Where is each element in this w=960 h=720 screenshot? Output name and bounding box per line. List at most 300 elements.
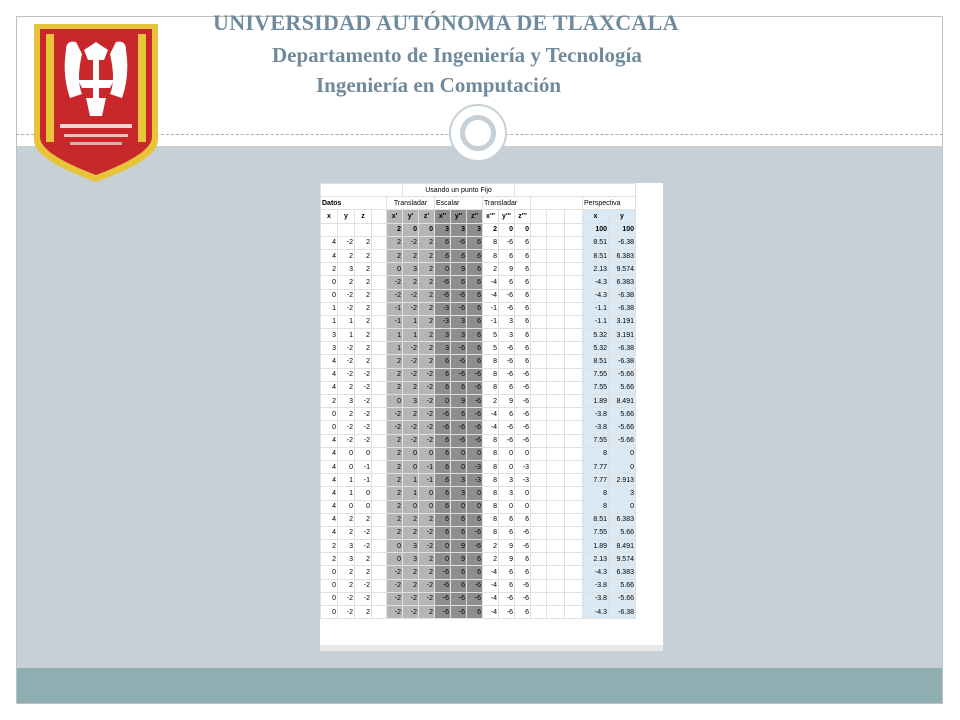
sheet-cell: -6 [499, 368, 515, 381]
sheet-cell: -2 [338, 236, 355, 249]
sheet-cell: -6 [435, 606, 451, 619]
sheet-cell: -4.3 [583, 566, 609, 579]
sheet-cell [565, 276, 583, 289]
sheet-cell: 6 [435, 460, 451, 473]
sheet-cell: 2 [483, 553, 499, 566]
table-row [321, 315, 636, 328]
sheet-cell: -2 [403, 355, 419, 368]
sheet-cell: -2 [419, 540, 435, 553]
table-row [321, 526, 636, 539]
sheet-cell: -1.1 [583, 302, 609, 315]
sheet-cell [372, 355, 387, 368]
sheet-cell: 2 [483, 263, 499, 276]
sheet-cell [547, 289, 565, 302]
sheet-cell [565, 487, 583, 500]
sheet-cell: 2 [355, 342, 372, 355]
sheet-cell: 8 [483, 447, 499, 460]
sheet-cell: 2 [387, 434, 403, 447]
sheet-cell: -2 [338, 421, 355, 434]
sheet-cell: 2 [321, 540, 338, 553]
sheet-cell: 2 [419, 606, 435, 619]
sheet-cell: 6 [435, 474, 451, 487]
sheet-cell [565, 526, 583, 539]
sheet-cell: 2 [355, 553, 372, 566]
sheet-cell: -6 [451, 236, 467, 249]
sheet-cell [531, 315, 547, 328]
sheet-section-row [321, 197, 636, 210]
sheet-cell: 8.51 [583, 513, 609, 526]
sheet-cell [547, 579, 565, 592]
sheet-cell: 6 [515, 289, 531, 302]
sheet-cell: 1 [338, 329, 355, 342]
sheet-cell: 2 [387, 474, 403, 487]
sheet-cell: -6 [515, 579, 531, 592]
sheet-cell: -6 [451, 368, 467, 381]
sheet-cell: 1 [338, 474, 355, 487]
sheet-cell [565, 579, 583, 592]
sheet-cell: 4 [321, 249, 338, 262]
sheet-cell [372, 553, 387, 566]
sheet-cell: -1.1 [583, 315, 609, 328]
sheet-cell: 1 [387, 329, 403, 342]
sheet-cell: -3 [467, 460, 483, 473]
table-row [321, 249, 636, 262]
table-row [321, 474, 636, 487]
sheet-cell [531, 566, 547, 579]
sheet-cell: 6 [467, 249, 483, 262]
sheet-cell: 4 [321, 500, 338, 513]
sheet-cell: 6 [467, 276, 483, 289]
sheet-cell: 5 [483, 329, 499, 342]
sheet-cell: -4.3 [583, 289, 609, 302]
sheet-cell: -2 [403, 606, 419, 619]
sheet-cell [565, 236, 583, 249]
sheet-cell [531, 579, 547, 592]
table-row [321, 487, 636, 500]
sheet-cell: 0 [467, 500, 483, 513]
sheet-cell: -6 [499, 434, 515, 447]
sheet-cell: -6 [515, 421, 531, 434]
sheet-cell [372, 408, 387, 421]
sheet-cell: Transladar [387, 197, 435, 210]
sheet-cell: 0 [387, 395, 403, 408]
sheet-cell: 5.66 [609, 381, 636, 394]
sheet-cell [547, 408, 565, 421]
sheet-cell: -3 [467, 474, 483, 487]
sheet-cell: 4 [321, 526, 338, 539]
sheet-cell: -2 [355, 434, 372, 447]
sheet-cell: 0 [419, 447, 435, 460]
sheet-cell: 7.77 [583, 460, 609, 473]
sheet-cell: -4 [483, 421, 499, 434]
sheet-cell: -6 [499, 592, 515, 605]
sheet-cell [547, 500, 565, 513]
sheet-cell [372, 223, 387, 236]
sheet-cell: -2 [338, 342, 355, 355]
sheet-cell [372, 315, 387, 328]
sheet-cell: 6 [515, 302, 531, 315]
sheet-cell: 0 [435, 553, 451, 566]
sheet-cell: 2 [419, 315, 435, 328]
sheet-cell: 8.51 [583, 236, 609, 249]
sheet-cell [547, 249, 565, 262]
sheet-cell: 0 [338, 500, 355, 513]
table-row [321, 566, 636, 579]
sheet-cell: -2 [355, 592, 372, 605]
sheet-cell: 2 [338, 381, 355, 394]
sheet-cell: 0 [499, 460, 515, 473]
sheet-cell [547, 447, 565, 460]
table-row [321, 236, 636, 249]
sheet-cell: 6 [451, 579, 467, 592]
sheet-cell: 6 [515, 236, 531, 249]
sheet-cell [531, 500, 547, 513]
sheet-cell: -6 [467, 592, 483, 605]
sheet-cell [372, 368, 387, 381]
sheet-cell: -4 [483, 276, 499, 289]
sheet-cell: 0 [387, 540, 403, 553]
sheet-cell [372, 526, 387, 539]
sheet-cell: 3.191 [609, 315, 636, 328]
sheet-cell: 0 [451, 447, 467, 460]
sheet-cell: 2 [483, 395, 499, 408]
sheet-cell: 2 [387, 355, 403, 368]
sheet-cell: 6.383 [609, 249, 636, 262]
sheet-cell: 9 [499, 553, 515, 566]
sheet-cell: 3 [467, 223, 483, 236]
sheet-cell [372, 236, 387, 249]
table-row [321, 395, 636, 408]
sheet-cell: Transladar [483, 197, 531, 210]
table-row [321, 460, 636, 473]
sheet-cell: 7.55 [583, 526, 609, 539]
sheet-cell [565, 302, 583, 315]
sheet-cell: -2 [403, 421, 419, 434]
sheet-cell: 2 [419, 513, 435, 526]
sheet-cell: -6 [515, 395, 531, 408]
table-row [321, 408, 636, 421]
sheet-cell [547, 276, 565, 289]
sheet-cell [372, 566, 387, 579]
sheet-cell [372, 540, 387, 553]
sheet-cell: 2 [419, 355, 435, 368]
sheet-cell: 6 [451, 249, 467, 262]
sheet-cell: -2 [403, 592, 419, 605]
sheet-cell [547, 526, 565, 539]
sheet-cell: 6 [467, 355, 483, 368]
sheet-cell: 2 [338, 579, 355, 592]
sheet-cell: -6 [467, 526, 483, 539]
sheet-cell: -5.66 [609, 368, 636, 381]
sheet-cell: -2 [355, 579, 372, 592]
sheet-cell: -6 [451, 289, 467, 302]
sheet-cell: y' [403, 210, 419, 223]
sheet-cell [372, 592, 387, 605]
sheet-cell [547, 487, 565, 500]
sheet-cell: 8 [483, 487, 499, 500]
sheet-cell: 2 [403, 381, 419, 394]
sheet-cell [547, 553, 565, 566]
sheet-cell [372, 263, 387, 276]
sheet-cell: 9 [451, 553, 467, 566]
sheet-cell [531, 276, 547, 289]
table-row [321, 302, 636, 315]
sheet-cell: -2 [419, 408, 435, 421]
sheet-cell: 5.32 [583, 342, 609, 355]
sheet-cell [531, 447, 547, 460]
sheet-cell: 4 [321, 513, 338, 526]
sheet-cell: -4 [483, 408, 499, 421]
sheet-cell: 2 [387, 460, 403, 473]
table-row [321, 342, 636, 355]
sheet-cell: 0 [403, 223, 419, 236]
sheet-cell: 6 [499, 566, 515, 579]
sheet-cell: 1 [387, 342, 403, 355]
sheet-cell [547, 315, 565, 328]
sheet-cell: 6 [499, 408, 515, 421]
sheet-cell: -3 [435, 315, 451, 328]
sheet-cell [372, 434, 387, 447]
sheet-cell: x' [387, 210, 403, 223]
sheet-cell: 6 [435, 487, 451, 500]
sheet-cell [531, 606, 547, 619]
sheet-cell: 3 [451, 474, 467, 487]
sheet-cell [531, 210, 547, 223]
sheet-cell: -4 [483, 592, 499, 605]
sheet-cell: -6 [515, 526, 531, 539]
sheet-cell: -6 [435, 276, 451, 289]
sheet-cell: 1 [338, 315, 355, 328]
sheet-cell: 1 [321, 302, 338, 315]
sheet-cell [547, 474, 565, 487]
spreadsheet-screenshot [320, 183, 663, 651]
sheet-cell: 2 [483, 540, 499, 553]
sheet-cell: 0 [467, 487, 483, 500]
sheet-cell: -1 [419, 460, 435, 473]
sheet-cell: 8.491 [609, 395, 636, 408]
sheet-cell: 0 [321, 421, 338, 434]
sheet-cell: 2 [355, 355, 372, 368]
sheet-cell: -6 [451, 434, 467, 447]
sheet-cell: 2 [355, 315, 372, 328]
sheet-cell [547, 302, 565, 315]
sheet-cell: 2 [355, 236, 372, 249]
sheet-cell: -2 [387, 289, 403, 302]
sheet-cell [565, 315, 583, 328]
sheet-cell [547, 368, 565, 381]
sheet-cell: 0 [451, 500, 467, 513]
sheet-cell [547, 395, 565, 408]
sheet-cell [531, 329, 547, 342]
sheet-cell: 1 [338, 487, 355, 500]
sheet-cell: 0 [355, 500, 372, 513]
sheet-cell: -6 [435, 289, 451, 302]
sheet-cell: -2 [338, 355, 355, 368]
sheet-cell [355, 223, 372, 236]
sheet-cell: 0 [321, 566, 338, 579]
sheet-cell: -4 [483, 566, 499, 579]
sheet-cell: 8 [483, 500, 499, 513]
sheet-cell: -2 [338, 606, 355, 619]
sheet-cell: -3.8 [583, 408, 609, 421]
sheet-cell: -6.38 [609, 302, 636, 315]
sheet-cell: 2 [338, 526, 355, 539]
sheet-cell [547, 421, 565, 434]
sheet-cell: 2 [419, 263, 435, 276]
sheet-cell: -6 [515, 540, 531, 553]
sheet-cell: -5.66 [609, 434, 636, 447]
sheet-cell: 6 [435, 526, 451, 539]
sheet-cell: -6 [451, 355, 467, 368]
sheet-cell [531, 368, 547, 381]
divider-circle-ornament [449, 104, 507, 162]
sheet-cell: x''' [483, 210, 499, 223]
sheet-cell: 3 [451, 315, 467, 328]
sheet-cell: 5.32 [583, 329, 609, 342]
sheet-cell: 7.55 [583, 368, 609, 381]
sheet-cell: 1 [403, 315, 419, 328]
sheet-cell: 6 [435, 249, 451, 262]
sheet-cell: 2 [387, 500, 403, 513]
university-crest-logo [26, 20, 166, 185]
sheet-cell [372, 329, 387, 342]
sheet-cell: 6 [515, 276, 531, 289]
sheet-cell: -6 [499, 606, 515, 619]
sheet-cell: 2.13 [583, 263, 609, 276]
sheet-cell: y''' [499, 210, 515, 223]
sheet-cell: 0 [515, 500, 531, 513]
sheet-cell [565, 210, 583, 223]
sheet-cell: -2 [419, 368, 435, 381]
sheet-cell: 2 [355, 263, 372, 276]
sheet-cell [565, 329, 583, 342]
sheet-cell [531, 263, 547, 276]
sheet-cell: -6 [467, 434, 483, 447]
sheet-cell: 6 [435, 447, 451, 460]
sheet-cell: -2 [403, 368, 419, 381]
sheet-cell: -1 [419, 474, 435, 487]
department-title: Departamento de Ingeniería y Tecnología [272, 43, 642, 67]
sheet-cell [372, 487, 387, 500]
sheet-cell: 0 [609, 447, 636, 460]
table-row [321, 606, 636, 619]
sheet-cell: -4 [483, 289, 499, 302]
sheet-cell [372, 447, 387, 460]
sheet-cell: 9.574 [609, 263, 636, 276]
sheet-cell: x'' [435, 210, 451, 223]
sheet-cell [531, 249, 547, 262]
table-row [321, 447, 636, 460]
sheet-cell: 8 [483, 434, 499, 447]
table-row [321, 592, 636, 605]
sheet-cell [547, 236, 565, 249]
table-row [321, 276, 636, 289]
table-row [321, 553, 636, 566]
sheet-cell: 8 [583, 487, 609, 500]
sheet-cell: 0 [403, 460, 419, 473]
sheet-cell: 6 [435, 355, 451, 368]
sheet-cell [565, 540, 583, 553]
sheet-cell [565, 553, 583, 566]
sheet-cell: 4 [321, 474, 338, 487]
sheet-cell: 0 [467, 447, 483, 460]
sheet-cell: 6 [435, 500, 451, 513]
sheet-cell: -6 [467, 368, 483, 381]
sheet-cell: 8 [583, 447, 609, 460]
sheet-cell: 6 [515, 553, 531, 566]
sheet-cell: -2 [355, 421, 372, 434]
sheet-cell: 2 [338, 513, 355, 526]
sheet-cell [531, 381, 547, 394]
sheet-cell: 0 [419, 487, 435, 500]
sheet-cell: 0 [355, 487, 372, 500]
sheet-cell: 2 [355, 566, 372, 579]
sheet-cell [372, 289, 387, 302]
sheet-cell: -2 [419, 395, 435, 408]
sheet-cell: 0 [403, 500, 419, 513]
sheet-cell: 2 [321, 263, 338, 276]
sheet-cell: -6 [499, 302, 515, 315]
sheet-cell: -2 [403, 302, 419, 315]
sheet-cell: 2 [338, 408, 355, 421]
sheet-cell: 6 [467, 606, 483, 619]
sheet-cell [547, 355, 565, 368]
sheet-cell: 2.13 [583, 553, 609, 566]
program-title: Ingeniería en Computación [316, 73, 562, 97]
sheet-cell: 6 [451, 276, 467, 289]
sheet-cell: 1.89 [583, 395, 609, 408]
sheet-cell: -2 [338, 368, 355, 381]
sheet-cell [565, 355, 583, 368]
sheet-cell: -3 [515, 474, 531, 487]
sheet-cell: -5.66 [609, 592, 636, 605]
sheet-cell: Perspectiva [583, 197, 636, 210]
sheet-cell: 6.383 [609, 276, 636, 289]
sheet-cell: 8 [483, 236, 499, 249]
sheet-cell: 6 [499, 276, 515, 289]
sheet-cell: -2 [419, 579, 435, 592]
sheet-cell: 8 [583, 500, 609, 513]
sheet-cell: 6 [515, 315, 531, 328]
sheet-cell: 8 [483, 526, 499, 539]
sheet-cell: -3.8 [583, 421, 609, 434]
sheet-cell: -6 [499, 355, 515, 368]
sheet-cell: 1 [403, 474, 419, 487]
sheet-cell: 7.55 [583, 381, 609, 394]
sheet-cell: 2 [387, 223, 403, 236]
sheet-cell: -6.38 [609, 236, 636, 249]
sheet-cell [565, 592, 583, 605]
sheet-cell: y [338, 210, 355, 223]
sheet-cell: -2 [419, 421, 435, 434]
sheet-cell: -2 [387, 579, 403, 592]
sheet-cell: 2 [355, 513, 372, 526]
sheet-cell: 2 [403, 513, 419, 526]
sheet-cell: -6 [467, 381, 483, 394]
sheet-cell [565, 381, 583, 394]
sheet-cell: -6.38 [609, 606, 636, 619]
sheet-cell: -1 [355, 474, 372, 487]
sheet-cell [547, 263, 565, 276]
sheet-cell: 0 [387, 263, 403, 276]
sheet-cell: 3 [451, 223, 467, 236]
sheet-cell: 2 [321, 553, 338, 566]
sheet-cell: 2 [387, 381, 403, 394]
sheet-cell: z [355, 210, 372, 223]
sheet-cell: 6 [451, 513, 467, 526]
sheet-cell: -2 [338, 434, 355, 447]
sheet-cell: 0 [338, 447, 355, 460]
